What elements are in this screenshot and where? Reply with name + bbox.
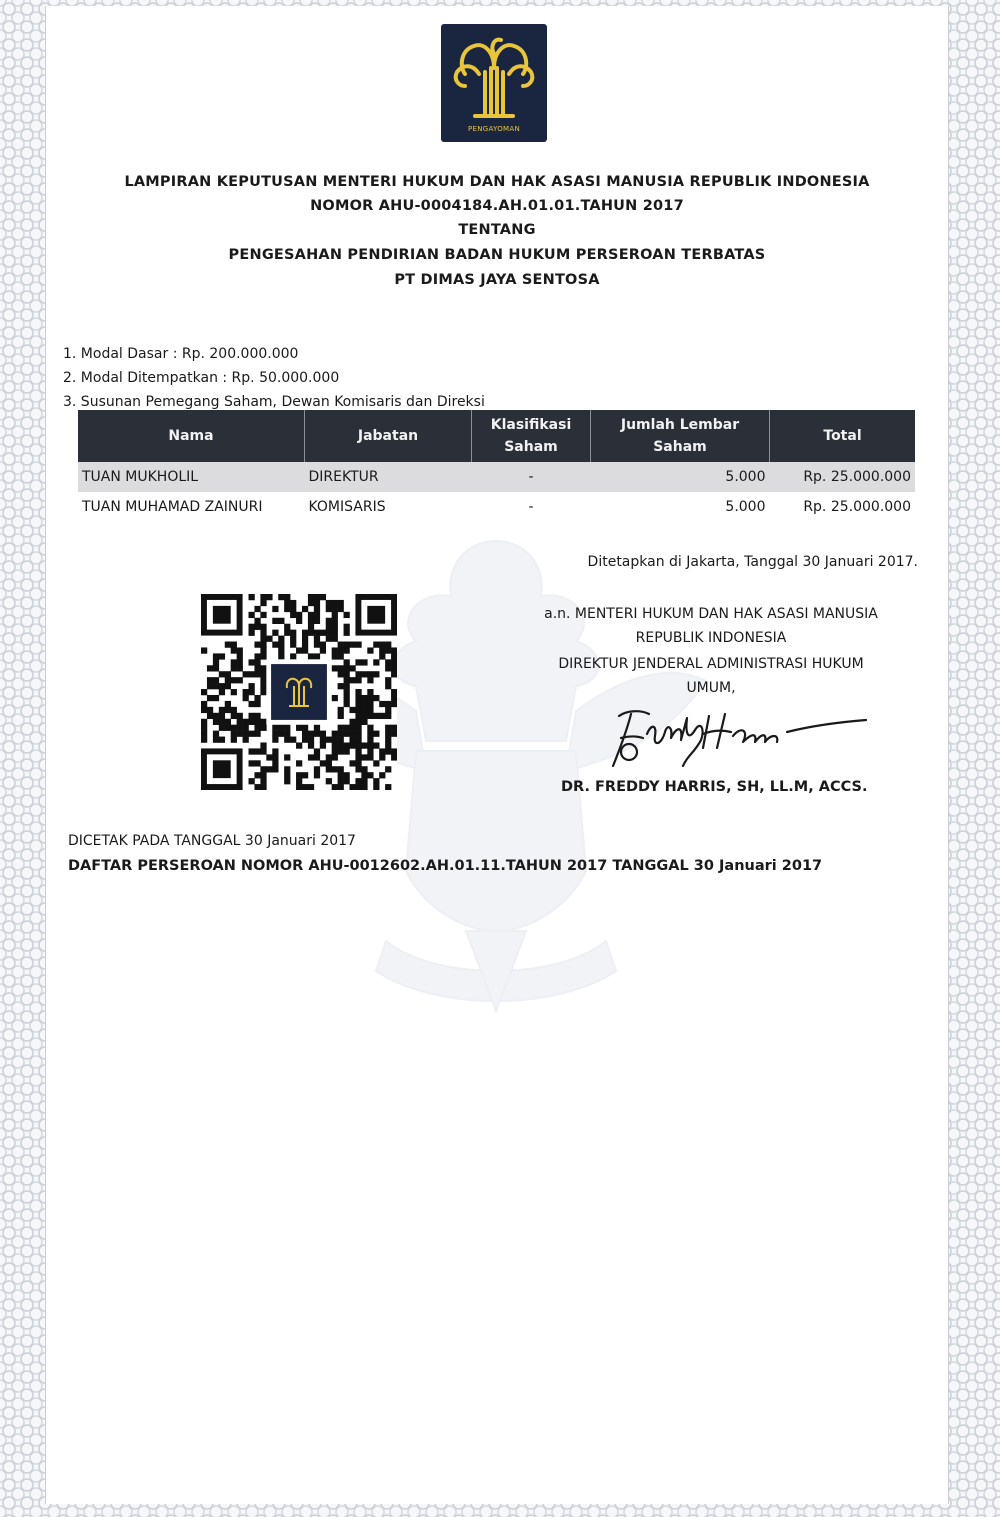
modal-ditempatkan: 2. Modal Ditempatkan : Rp. 50.000.000 (63, 370, 340, 386)
document-page (45, 6, 949, 1504)
decree-subject: PENGESAHAN PENDIRIAN BADAN HUKUM PERSEROAN TERBATAS (228, 247, 766, 263)
cell-nama: TUAN MUHAMAD ZAINURI (82, 499, 263, 515)
header-nama: Nama (78, 410, 305, 462)
decree-title: LAMPIRAN KEPUTUSAN MENTERI HUKUM DAN HAK ASASI MANUSIA REPUBLIK INDONESIA (124, 174, 870, 190)
header-total: Total (770, 410, 916, 462)
logo-caption: PENGAYOMAN (467, 125, 521, 133)
cell-jumlah: 5.000 (591, 462, 770, 492)
dirjen-line1: DIREKTUR JENDERAL ADMINISTRASI HUKUM (558, 656, 864, 672)
an-menteri-line2: REPUBLIK INDONESIA (635, 630, 787, 646)
header-jumlah: Jumlah Lembar Saham (591, 410, 770, 462)
ditetapkan-text: Ditetapkan di Jakarta, Tanggal 30 Januari 2017. (587, 554, 918, 570)
header-klasifikasi: Klasifikasi Saham (472, 410, 591, 462)
signatory-name: DR. FREDDY HARRIS, SH, LL.M, ACCS. (561, 779, 868, 795)
cell-total: Rp. 25.000.000 (770, 462, 916, 492)
an-menteri-line1: a.n. MENTERI HUKUM DAN HAK ASASI MANUSIA (544, 606, 878, 622)
table-row (78, 492, 915, 522)
decree-number: NOMOR AHU-0004184.AH.01.01.TAHUN 2017 (310, 198, 684, 214)
company-name: PT DIMAS JAYA SENTOSA (394, 272, 600, 288)
shareholder-table (78, 410, 915, 522)
table-header-row (78, 410, 915, 462)
cell-nama: TUAN MUKHOLIL (78, 462, 305, 492)
header-jabatan: Jabatan (305, 410, 472, 462)
table-row (78, 462, 915, 492)
handwritten-signature-icon (591, 696, 871, 776)
cell-jumlah: 5.000 (725, 499, 766, 515)
dicetak-text: DICETAK PADA TANGGAL 30 Januari 2017 (68, 833, 356, 849)
modal-dasar: 1. Modal Dasar : Rp. 200.000.000 (63, 346, 299, 362)
decree-tentang: TENTANG (458, 222, 536, 238)
cell-klasifikasi: - (472, 462, 591, 492)
susunan-pemegang-saham: 3. Susunan Pemegang Saham, Dewan Komisaris dan Direksi (63, 394, 485, 410)
cell-jabatan: KOMISARIS (308, 499, 386, 515)
dirjen-line2: UMUM, (686, 680, 736, 696)
pengayoman-logo (441, 24, 547, 142)
daftar-perseroan-text: DAFTAR PERSEROAN NOMOR AHU-0012602.AH.01.11.TAHUN 2017 TANGGAL 30 Januari 2017 (68, 858, 823, 874)
cell-total: Rp. 25.000.000 (803, 499, 911, 515)
cell-jabatan: DIREKTUR (305, 462, 472, 492)
qr-code (201, 594, 397, 790)
qr-code-icon (201, 594, 397, 790)
cell-klasifikasi: - (528, 499, 534, 515)
